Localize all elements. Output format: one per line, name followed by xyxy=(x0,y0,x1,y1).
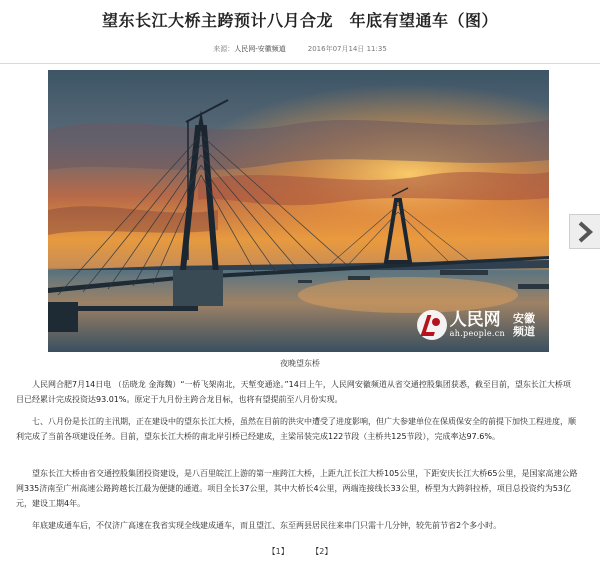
watermark-domain: ah.people.cn xyxy=(449,329,505,338)
article-paragraph-2: 七、八月份是长江的主汛期，正在建设中的望东长江大桥，虽然在目前的洪灾中遭受了进度影响，但广大参建单位在保质保安全的前提下加快工程进度，顺利完成了当前各项建设任务。目前，望东长江大桥的南北岸引桥已经建成，主梁吊装完成122节段（主桥共125节段），完成率达97.6%。 xyxy=(16,417,576,441)
article-paragraph-4: 年底建成通车后，不仅济广高速在我省实现全线建成通车，而且望江、东至两县居民往来串门只需十几分钟，较先前节省2个多小时。 xyxy=(32,521,502,530)
chevron-right-icon xyxy=(576,221,594,243)
next-photo-button[interactable] xyxy=(569,214,600,249)
people-cn-watermark xyxy=(417,310,537,340)
photo-caption: 夜晚望东桥 xyxy=(280,359,320,368)
header-divider xyxy=(0,63,600,64)
source-link[interactable]: 人民网-安徽频道 xyxy=(234,45,286,53)
article-paragraph-1: 人民网合肥7月14日电 （岳晓龙 金海魏）“一桥飞架南北，天堑变通途。”14日上午，人民网安徽频道从省交通控股集团获悉，截至目前，望东长江大桥项目已经累计完成投资达93.01%。原定于九月份主跨合龙目标，也将有望提前至八月份实现。 xyxy=(16,380,571,404)
people-cn-logo-icon xyxy=(417,310,447,340)
page-link-1[interactable]: 【1】 xyxy=(267,547,289,556)
article-title: 望东长江大桥主跨预计八月合龙 年底有望通车（图） xyxy=(101,11,498,30)
article-photo xyxy=(48,70,549,352)
page-link-2[interactable]: 【2】 xyxy=(311,547,333,556)
watermark-channel: 安徽频道 xyxy=(513,312,535,338)
source-label: 来源： xyxy=(213,45,235,53)
article-meta xyxy=(0,44,600,54)
publish-datetime: 2016年07月14日 11:35 xyxy=(307,45,387,53)
article-paragraph-3: 望东长江大桥由省交通控股集团投资建设，是八百里皖江上游的第一座跨江大桥，上距九江长江大桥105公里，下距安庆长江大桥65公里，是国家高速公路网335济南至广州高速公路跨越长江最为便捷的通道。项目全长37公里，其中大桥长4公里，两端连接线长33公里，桥型为大跨斜拉桥，项目总投资约为53亿元，建设工期4年。 xyxy=(16,469,578,508)
watermark-name: 人民网 xyxy=(449,310,501,330)
pagination xyxy=(0,546,600,557)
